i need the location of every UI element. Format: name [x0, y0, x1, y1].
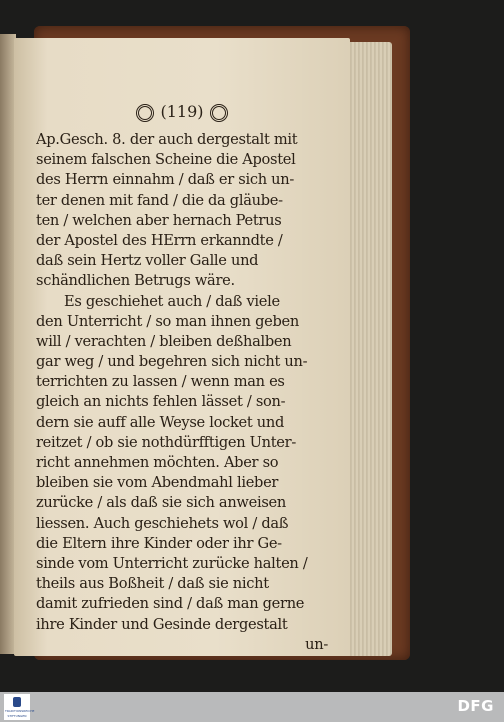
page-text — [36, 130, 336, 655]
text-line: ten / welchen aber hernach Petrus — [36, 211, 282, 229]
text-line: die Eltern ihre Kinder oder ihr Ge- — [36, 534, 282, 552]
text-line: ihre Kinder und Gesinde dergestalt — [36, 615, 288, 633]
catchword: un- — [305, 635, 328, 653]
text-line: richt annehmen möchten. Aber so — [36, 454, 279, 471]
text-line: der Apostel des HErrn erkanndte / — [36, 231, 283, 249]
text-line: daß sein Hertz voller Galle und — [36, 252, 259, 270]
text-line: Ap.Gesch. 8. der auch dergestalt mit — [36, 131, 298, 148]
library-logo-text-2: STIFTUNGEN — [7, 714, 27, 718]
text-line: gar weg / und begehren sich nicht un- — [36, 353, 308, 371]
text-line: des Herrn einnahm / daß er sich un- — [36, 171, 294, 189]
text-line: theils aus Boßheit / daß sie nicht — [36, 575, 269, 593]
text-line: reitzet / ob sie nothdürfftigen Unter- — [36, 433, 296, 451]
text-line: damit zufrieden sind / daß man gerne — [36, 595, 305, 613]
book-page — [14, 38, 350, 656]
ornament-right-icon — [210, 104, 228, 122]
dfg-logo[interactable]: DFG — [457, 697, 494, 715]
text-line: will / verachten / bleiben deßhalben — [36, 332, 292, 350]
text-line: gleich an nichts fehlen lässet / son- — [36, 393, 286, 411]
viewer-footer-bar — [0, 692, 504, 722]
page-number: (119) — [160, 102, 204, 121]
library-mark-icon — [13, 697, 21, 707]
library-logo[interactable] — [4, 694, 35, 720]
text-line: dern sie auff alle Weyse locket und — [36, 413, 284, 431]
text-line: terrichten zu lassen / wenn man es — [36, 373, 285, 391]
text-line: schändlichen Betrugs wäre. — [36, 272, 235, 290]
text-line: ter denen mit fand / die da gläube- — [36, 191, 283, 209]
text-line: zurücke / als daß sie sich anweisen — [36, 494, 286, 512]
text-line: Es geschiehet auch / daß viele — [64, 292, 280, 310]
library-logo-text-1: TRADITIONSREICHE — [5, 709, 35, 713]
text-line: den Unterricht / so man ihnen geben — [36, 312, 299, 330]
text-line: liessen. Auch geschiehets wol / daß — [36, 514, 289, 532]
page-header — [14, 102, 350, 122]
text-line: sinde vom Unterricht zurücke halten / — [36, 554, 308, 572]
text-line: seinem falschen Scheine die Apostel — [36, 151, 296, 169]
ornament-left-icon — [136, 104, 154, 122]
text-line: bleiben sie vom Abendmahl lieber — [36, 474, 279, 492]
